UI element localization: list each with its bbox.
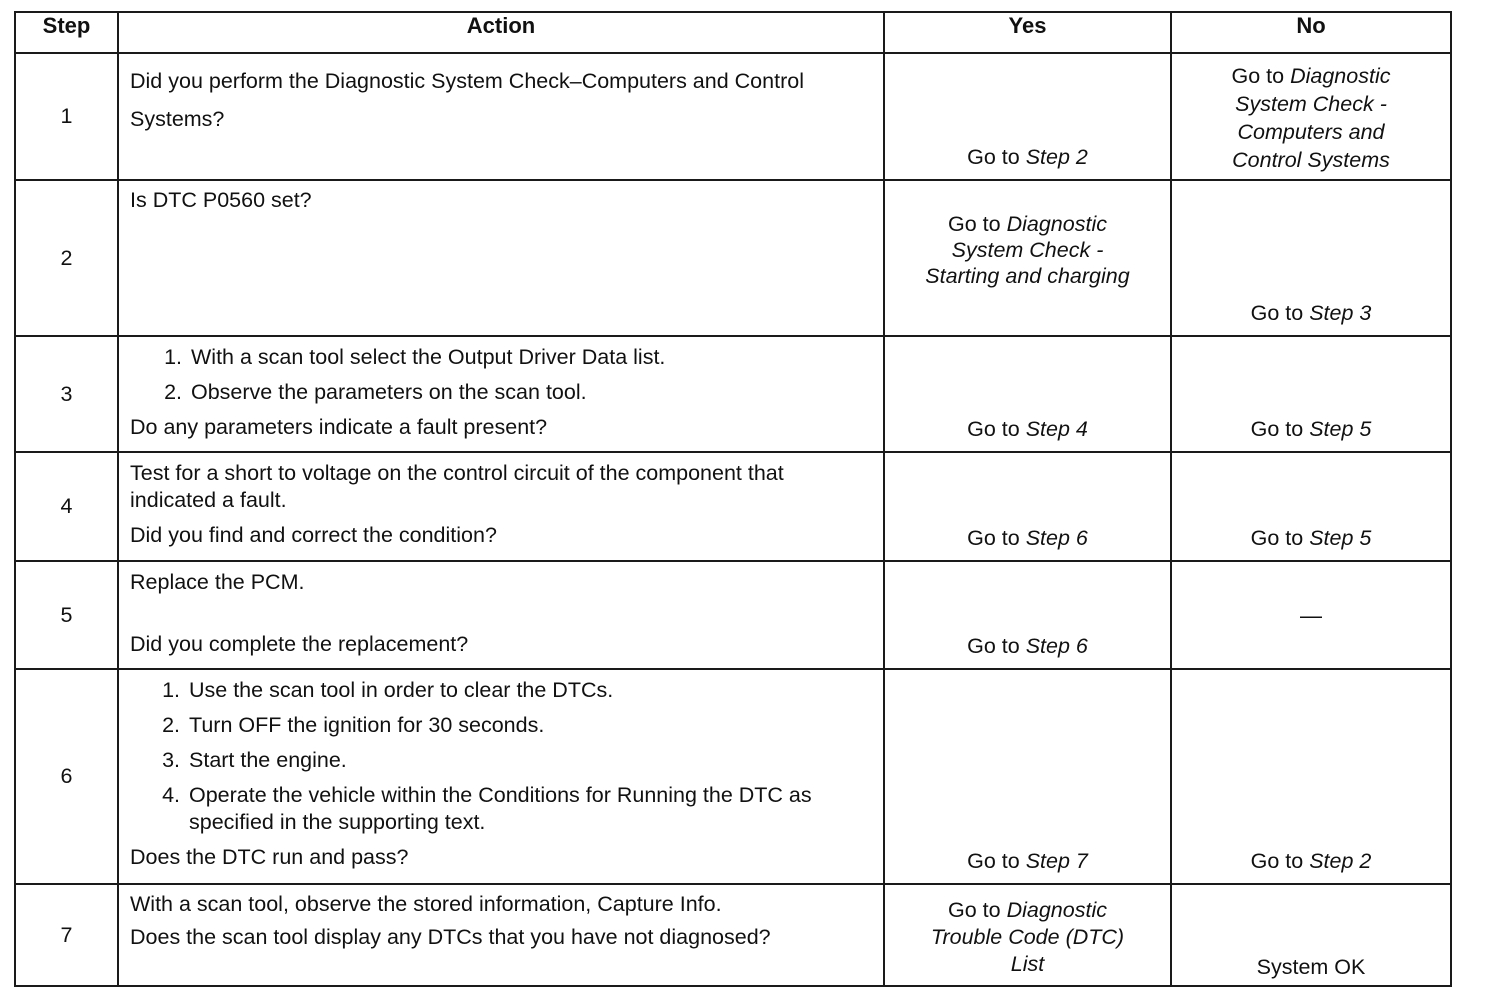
yes-result[interactable]: Go to Diagnostic System Check - Starting and charging [925, 212, 1130, 288]
header-row [15, 12, 1451, 53]
no-link[interactable]: Step 3 [1309, 301, 1372, 325]
yes-link[interactable]: Diagnostic Trouble Code (DTC) List [930, 898, 1125, 976]
yes-link[interactable]: Step 6 [1025, 526, 1088, 550]
yes-cell [884, 53, 1171, 180]
table-row [15, 669, 1451, 884]
action-steps [130, 677, 871, 836]
list-item: 1. With a scan tool select the Output Driver Data list. [188, 344, 871, 371]
action-cell [118, 669, 884, 884]
action-question: Do any parameters indicate a fault present? [130, 415, 548, 439]
action-question: Did you perform the Diagnostic System Check–Computers and Control Systems? [130, 69, 804, 131]
yes-link[interactable]: Step 7 [1025, 849, 1088, 873]
yes-result[interactable]: Go to Step 4 [967, 417, 1088, 441]
action-cell [118, 561, 884, 669]
yes-cell [884, 884, 1171, 986]
no-cell [1171, 884, 1451, 986]
action-text: Test for a short to voltage on the control circuit of the component that indicated a fault. [130, 461, 784, 512]
action-question: Did you complete the replacement? [130, 632, 469, 656]
action-text: Replace the PCM. [130, 570, 305, 594]
yes-cell [884, 180, 1171, 336]
list-item: 3. Start the engine. [186, 747, 871, 774]
yes-result[interactable]: Go to Step 7 [967, 849, 1088, 873]
yes-cell [884, 452, 1171, 561]
action-steps [130, 344, 871, 406]
header-action: Action [118, 12, 884, 53]
step-number: 3 [15, 336, 118, 452]
no-link[interactable]: Step 5 [1309, 417, 1372, 441]
list-item: 2. Observe the parameters on the scan tool. [188, 379, 871, 406]
list-item: 1. Use the scan tool in order to clear the DTCs. [186, 677, 871, 704]
list-item: 2. Turn OFF the ignition for 30 seconds. [186, 712, 871, 739]
yes-result[interactable]: Go to Step 2 [967, 145, 1088, 169]
step-number: 7 [15, 884, 118, 986]
yes-result[interactable]: Go to Diagnostic Trouble Code (DTC) List [930, 898, 1125, 976]
no-link[interactable]: Step 5 [1309, 526, 1372, 550]
no-link[interactable]: Diagnostic System Check - Computers and Control Systems [1232, 64, 1391, 172]
table-row [15, 180, 1451, 336]
no-result[interactable]: Go to Step 3 [1250, 301, 1372, 325]
yes-cell [884, 561, 1171, 669]
no-cell [1171, 669, 1451, 884]
no-link[interactable]: Step 2 [1309, 849, 1372, 873]
step-number: 1 [15, 53, 118, 180]
no-cell [1171, 336, 1451, 452]
no-result: System OK [1256, 955, 1366, 979]
step-number: 5 [15, 561, 118, 669]
action-cell [118, 180, 884, 336]
action-question: Does the DTC run and pass? [130, 845, 409, 869]
table-row [15, 452, 1451, 561]
yes-cell [884, 669, 1171, 884]
action-cell [118, 884, 884, 986]
no-result: — [1171, 561, 1451, 669]
no-result[interactable]: Go to Step 5 [1250, 526, 1372, 550]
yes-link[interactable]: Step 6 [1025, 634, 1088, 658]
yes-cell [884, 336, 1171, 452]
action-cell [118, 452, 884, 561]
diagnostic-table [14, 11, 1452, 987]
list-item: 4. Operate the vehicle within the Conditions for Running the DTC as specified in the supporting text. [186, 782, 871, 836]
action-question: Is DTC P0560 set? [130, 188, 312, 212]
header-step: Step [15, 12, 118, 53]
action-text: With a scan tool, observe the stored information, Capture Info. [130, 892, 722, 916]
no-result[interactable]: Go to Diagnostic System Check - Computers and Control Systems [1231, 64, 1391, 172]
no-result[interactable]: Go to Step 2 [1250, 849, 1372, 873]
no-cell [1171, 452, 1451, 561]
header-no: No [1171, 12, 1451, 53]
step-number: 2 [15, 180, 118, 336]
table-row [15, 884, 1451, 986]
table-row [15, 561, 1451, 669]
yes-link[interactable]: Step 2 [1025, 145, 1088, 169]
step-number: 4 [15, 452, 118, 561]
action-question: Does the scan tool display any DTCs that you have not diagnosed? [130, 925, 771, 949]
no-result[interactable]: Go to Step 5 [1250, 417, 1372, 441]
yes-link[interactable]: Step 4 [1025, 417, 1088, 441]
step-number: 6 [15, 669, 118, 884]
table-row [15, 336, 1451, 452]
table-row [15, 53, 1451, 180]
no-cell [1171, 180, 1451, 336]
action-cell [118, 336, 884, 452]
no-cell [1171, 53, 1451, 180]
yes-link[interactable]: Diagnostic System Check - Starting and charging [925, 212, 1130, 288]
header-yes: Yes [884, 12, 1171, 53]
yes-result[interactable]: Go to Step 6 [967, 526, 1088, 550]
action-cell [118, 53, 884, 180]
yes-result[interactable]: Go to Step 6 [967, 634, 1088, 658]
action-question: Did you find and correct the condition? [130, 523, 497, 547]
